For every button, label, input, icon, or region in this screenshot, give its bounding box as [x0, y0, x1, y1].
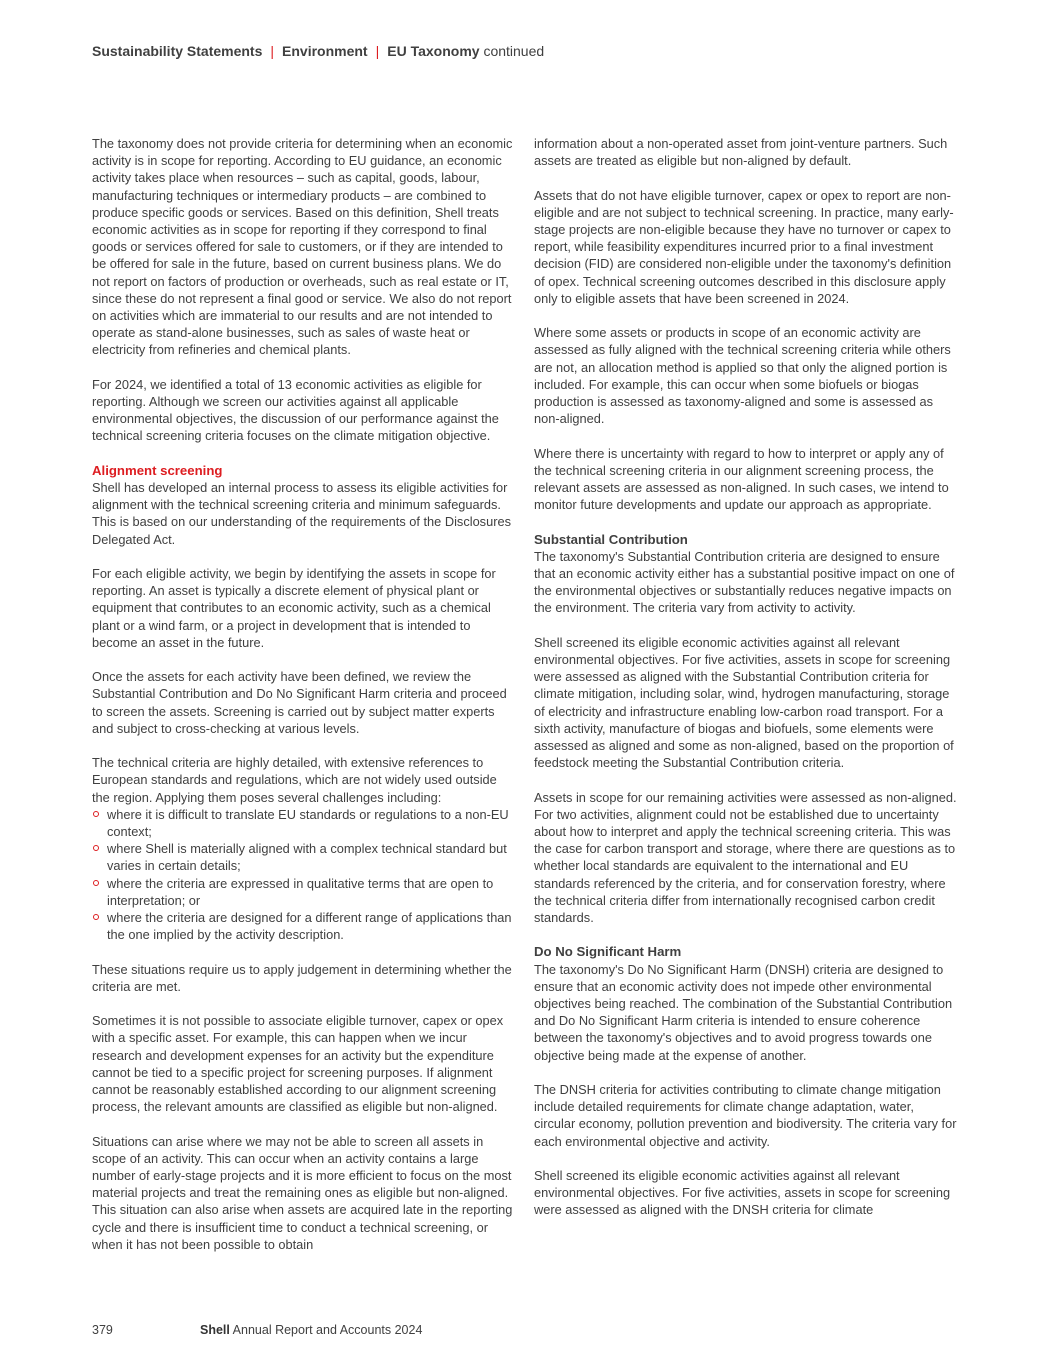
paragraph-internal-process: Shell has developed an internal process to assess its eligible activities for alignment with the technical screening criteria and minimum safeguards. This is based on our understanding of the requirements of the Disclosures Delegated Act.: [92, 480, 511, 547]
paragraph-substantial-criteria: The taxonomy's Substantial Contribution criteria are designed to ensure that an economic activity either has a substantial positive impact on one of the environmental objectives or substantially reduces negative impacts on the environment. The criteria vary from activity to activity.: [534, 548, 955, 616]
paragraph-dnsh-criteria: The taxonomy's Do No Significant Harm (DNSH) criteria are designed to ensure that an economic activity does not impede other environmental objectives being reached. The combination of the Substantial Contribution and Do No Significant Harm criteria is intended to ensure coherence between the taxonomy's objectives and to avoid progress towards one objective being made at the expense of another.: [534, 961, 953, 1063]
list-item: where it is difficult to translate EU standards or regulations to a non-EU context;: [92, 806, 516, 840]
paragraph-judgement: These situations require us to apply judgement in determining whether the criteria are met.: [92, 961, 512, 994]
left-column: [92, 135, 516, 1253]
paragraph-non-operated-assets: information about a non-operated asset from joint-venture partners. Such assets are treated as eligible but non-aligned by default.: [534, 136, 948, 169]
paragraph-dnsh-requirements: The DNSH criteria for activities contributing to climate change mitigation include detailed requirements for climate change adaptation, water, circular economy, pollution prevention and biodiversity. The criteria vary for each environmental objective and activity.: [534, 1082, 957, 1149]
paragraph-dnsh-screening: Shell screened its eligible economic activities against all relevant environmental objectives. For five activities, assets in scope for screening were assessed as aligned with the DNSH criteria for climate: [534, 1168, 951, 1218]
list-item: where Shell is materially aligned with a complex technical standard but varies in certain details;: [92, 840, 516, 874]
paragraph-uncertainty: Where there is uncertainty with regard to how to interpret or apply any of the technical screening criteria in our alignment screening process, the relevant assets are assessed as non-aligned. In such cases, we intend to monitor future developments and update our approach as appropriate.: [534, 445, 949, 513]
breadcrumb-continued: continued: [483, 43, 545, 59]
heading-do-no-significant-harm: Do No Significant Harm: [534, 944, 682, 960]
breadcrumb-separator: |: [375, 43, 380, 59]
heading-substantial-contribution: Substantial Contribution: [534, 531, 688, 547]
paragraph-allocation-method: Where some assets or products in scope of an economic activity are assessed as fully aligned with the technical screening criteria while others are not, an allocation method is applied so that only the aligned portion is included. For example, this can occur when some biofuels or biogas production is assessed as taxonomy-aligned and some is assessed as non-aligned.: [534, 325, 951, 427]
footer-brand: Shell: [200, 1323, 230, 1337]
page-number: 379: [92, 1323, 113, 1337]
right-column: [534, 135, 958, 1219]
list-item: where the criteria are designed for a different range of applications than the one implied by the activity description.: [92, 909, 516, 943]
paragraph-scope-definition: The taxonomy does not provide criteria for determining when an economic activity is in scope for reporting. According to EU guidance, an economic activity takes place when resources – such as capital, goods, labour, manufacturing techniques or intermediary products – are combined to produce specific goods or services. Based on this definition, Shell treats economic activities as in scope for reporting if they correspond to final goods or services offered for sale to customers, or if they are intended to be offered for sale in the future, based on current business plans. We do not report on factors of production or overheads, such as real estate or IT, since these do not represent a final good or service. We also do not report on activities which are immaterial to our results and are not intended to operate as stand-alone businesses, such as sales of waste heat or electricity from refineries and chemical plants.: [92, 136, 513, 358]
breadcrumb-sustainability-statements[interactable]: Sustainability Statements: [92, 43, 263, 59]
paragraph-substantial-screening: Shell screened its eligible economic activities against all relevant environmental objectives. For five activities, assets in scope for screening were assessed as aligned with the Substantial Contribution criteria for climate mitigation, including solar, wind, hydrogen manufacturing, storage of electricity and infrastructure enabling low-carbon road transport. For a sixth activity, manufacture of biogas and biofuels, some elements were assessed as aligned and some as non-aligned, based on the proportion of feedstock meeting the Substantial Contribution criteria.: [534, 634, 954, 771]
breadcrumb-environment[interactable]: Environment: [282, 43, 368, 59]
heading-alignment-screening: Alignment screening: [92, 462, 223, 478]
challenges-list: [92, 806, 516, 944]
breadcrumb: [92, 42, 544, 60]
page-footer: [92, 1322, 422, 1338]
paragraph-review-criteria: Once the assets for each activity have been defined, we review the Substantial Contribution and Do No Significant Harm criteria and proceed to screen the assets. Screening is carried out by subject matter experts and subject to cross-checking at various levels.: [92, 669, 507, 736]
paragraph-unassociated-expenses: Sometimes it is not possible to associate eligible turnover, capex or opex with a specific asset. For example, this can happen when we incur research and development expenses for an activity but the expenditure cannot be tied to a specific project for screening purposes. If alignment cannot be reasonably established according to our alignment screening process, the relevant amounts are classified as eligible but non-aligned.: [92, 1013, 504, 1115]
paragraph-technical-criteria: The technical criteria are highly detailed, with extensive references to European standards and regulations, which are not widely used outside the region. Applying them poses several challenges including:: [92, 755, 497, 805]
paragraph-eligible-activities: For 2024, we identified a total of 13 economic activities as eligible for reporting. Although we screen our activities against all applicable environmental objectives, the discussion of our performance against the technical screening criteria focuses on the climate mitigation objective.: [92, 376, 499, 444]
paragraph-non-aligned-activities: Assets in scope for our remaining activities were assessed as non-aligned. For two activities, alignment could not be established due to uncertainty about how to interpret and apply the technical screening criteria. This was the case for carbon transport and storage, where there are questions as to whether local standards are equivalent to the international and EU standards referenced by the criteria, and for conservation forestry, where the technical criteria differ from internationally recognised carbon credit standards.: [534, 789, 957, 926]
paragraph-non-eligible-assets: Assets that do not have eligible turnover, capex or opex to report are non-eligible and are not subject to technical screening. In practice, many early-stage projects are non-eligible because they have no turnover or capex to report, while feasibility expenditures incurred prior to a final investment decision (FID) are considered non-eligible under the taxonomy's definition of opex. Technical screening outcomes described in this disclosure apply only to eligible assets that have been screened in 2024.: [534, 187, 954, 306]
footer-report-title: Annual Report and Accounts 2024: [232, 1323, 423, 1337]
list-item: where the criteria are expressed in qualitative terms that are open to interpretation; or: [92, 875, 516, 909]
breadcrumb-separator: |: [270, 43, 275, 59]
paragraph-assets-in-scope: For each eligible activity, we begin by identifying the assets in scope for reporting. An asset is typically a discrete element of physical plant or equipment that contributes to an economic activity, such as a chemical plant or a wind farm, or a project in development that is intended to become an asset in the future.: [92, 566, 496, 650]
breadcrumb-eu-taxonomy[interactable]: EU Taxonomy: [387, 43, 480, 59]
paragraph-unscreened-assets: Situations can arise where we may not be able to screen all assets in scope of an activity. This can occur when an activity contains a large number of early-stage projects and it is more efficient to focus on the most material projects and treat the remaining ones as eligible but non-aligned. This situation can also arise when assets are acquired late in the reporting cycle and there is insufficient time to conduct a technical screening, or when it has not been possible to obtain: [92, 1133, 513, 1252]
